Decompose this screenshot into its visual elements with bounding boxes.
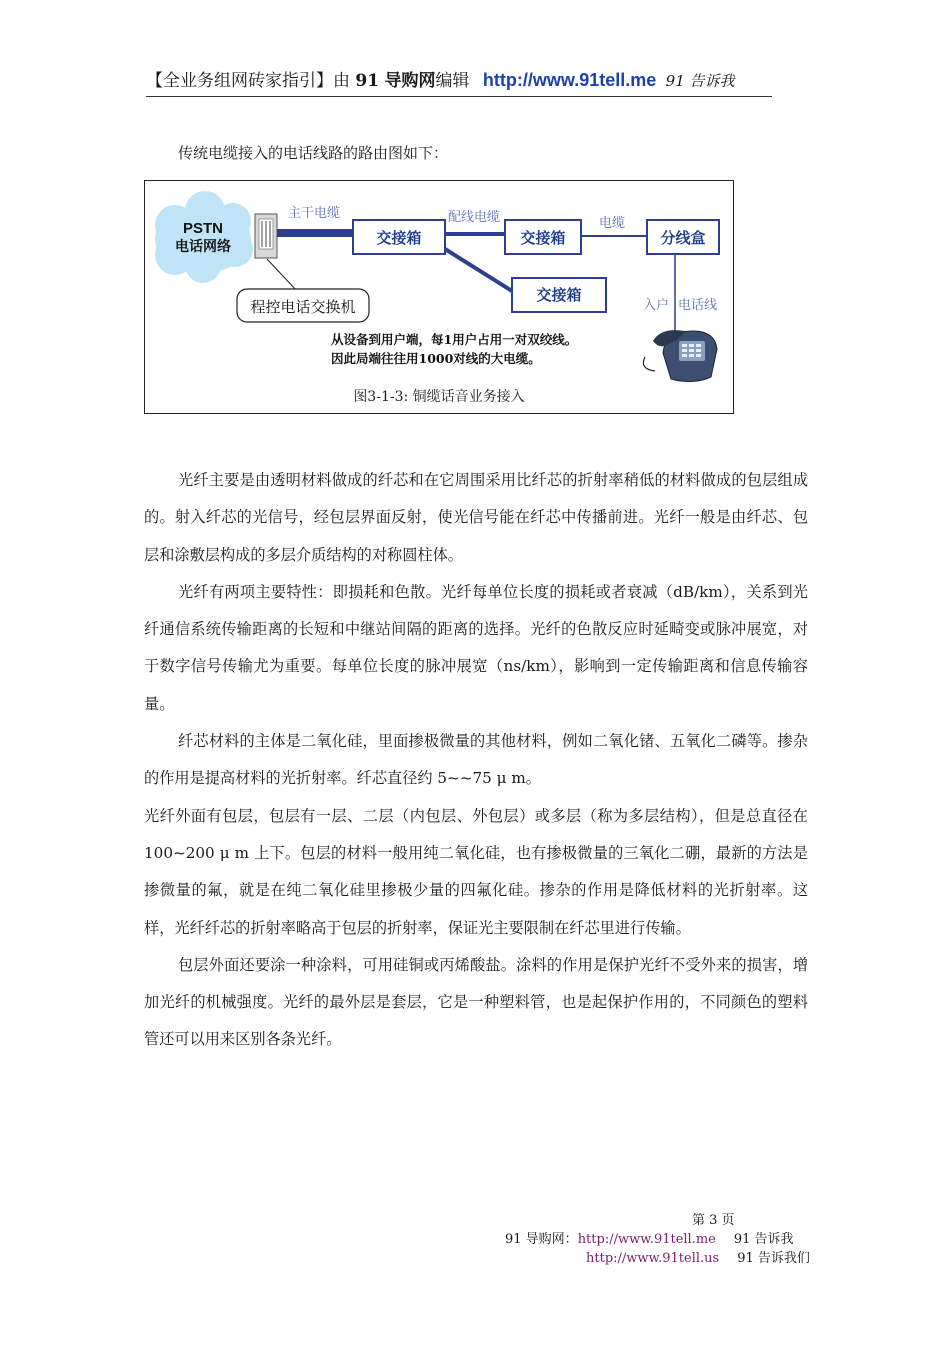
phone-line-label: 电话线 (678, 298, 718, 313)
note-line-1: 从设备到用户端，每1用户占用一对双绞线。 (331, 332, 578, 347)
diagram-canvas (145, 181, 733, 413)
article-body (144, 462, 808, 1059)
cable-label: 电缆 (599, 216, 626, 231)
note-line-2: 因此局端往往用1000对线的大电缆。 (331, 351, 541, 366)
paragraph-2: 光纤有两项主要特性：即损耗和色散。光纤每单位长度的损耗或者衰减（dB/km），关系到光纤通信系统传输距离的长短和中继站间隔的距离的选择。光纤的色散反应时延畸变或脉冲展宽，对于数字信号传输尤为重要。每单位长度的脉冲展宽（ns/km），影响到一定传输距离和信息传输容量。 (144, 582, 808, 713)
footer-line-2 (586, 1247, 810, 1266)
trunk-cable-label: 主干电缆 (288, 206, 341, 221)
distribution-cable-label: 配线电缆 (448, 210, 501, 225)
footer-site-label: 91 导购网： (505, 1232, 578, 1247)
splitter-box-label: 分线盒 (660, 229, 706, 247)
drop-label: 入户 (643, 298, 670, 313)
header-prefix: 【全业务组网砖家指引】由 (146, 71, 350, 91)
paragraph-5: 包层外面还要涂一种涂料，可用硅铜或丙烯酸盐。涂料的作用是保护光纤不受外来的损害，增加光纤的机械强度。光纤的最外层是套层，它是一种塑料管，也是起保护作用的，不同颜色的塑料管还可以用来区别各条光纤。 (144, 955, 808, 1049)
figure-caption: 图3-1-3: 铜缆话音业务接入 (353, 389, 525, 405)
telephone-icon (643, 330, 717, 381)
cloud-label-line2: 电话网络 (175, 239, 231, 255)
header-suffix: 编辑 (435, 71, 470, 91)
cross-box-2-label: 交接箱 (520, 229, 566, 247)
footer-tail-2: 91 告诉我们 (737, 1251, 810, 1266)
paragraph-4: 光纤外面有包层，包层有一层、二层（内包层、外包层）或多层（称为多层结构），但是总直径在 100~200 μ m 上下。包层的材料一般用纯二氧化硅，也有掺极微量的三氧化二硼，最新的方法是掺微量的氟，就是在纯二氧化硅里掺极少量的四氟化硅。掺杂的作用是降低材料的光折射率。这样，光纤纤芯的折射率略高于包层的折射率，保证光主要限制在纤芯里进行传输。 (144, 806, 808, 937)
footer-tail-1: 91 告诉我 (733, 1232, 794, 1247)
page-header (146, 66, 772, 97)
branch-cable-line (445, 249, 512, 291)
cross-box-1-label: 交接箱 (376, 229, 422, 247)
figure-intro: 传统电缆接入的电话线路的路由图如下： (178, 144, 449, 162)
cross-box-3-label: 交接箱 (536, 286, 582, 304)
header-site: 导购网 (384, 71, 436, 91)
header-tail: 91 告诉我 (665, 72, 735, 90)
header-num: 91 (355, 71, 380, 91)
footer-line-1 (505, 1228, 794, 1247)
page-number: 第 3 页 (692, 1213, 735, 1228)
network-diagram (144, 180, 734, 414)
switch-callout-pointer (267, 259, 297, 291)
paragraph-1: 光纤主要是由透明材料做成的纤芯和在它周围采用比纤芯的折射率稍低的材料做成的包层组成的。射入纤芯的光信号，经包层界面反射，使光信号能在纤芯中传播前进。光纤一般是由纤芯、包层和涂敷层构成的多层介质结构的对称圆柱体。 (144, 471, 808, 564)
switch-cabinet-icon (255, 214, 277, 258)
header-url-link[interactable]: http://www.91tell.me (482, 70, 657, 90)
footer-url-1-link[interactable]: http://www.91tell.me (577, 1232, 716, 1247)
footer-url-2-link[interactable]: http://www.91tell.us (586, 1251, 720, 1266)
paragraph-3: 纤芯材料的主体是二氧化硅，里面掺极微量的其他材料，例如二氧化锗、五氧化二磷等。掺杂的作用是提高材料的光折射率。纤芯直径约 5~~75 μ m。 (144, 732, 808, 788)
pstn-cloud-icon (155, 191, 253, 283)
switch-callout-label: 程控电话交换机 (250, 298, 356, 316)
cloud-label-line1: PSTN (182, 220, 224, 237)
